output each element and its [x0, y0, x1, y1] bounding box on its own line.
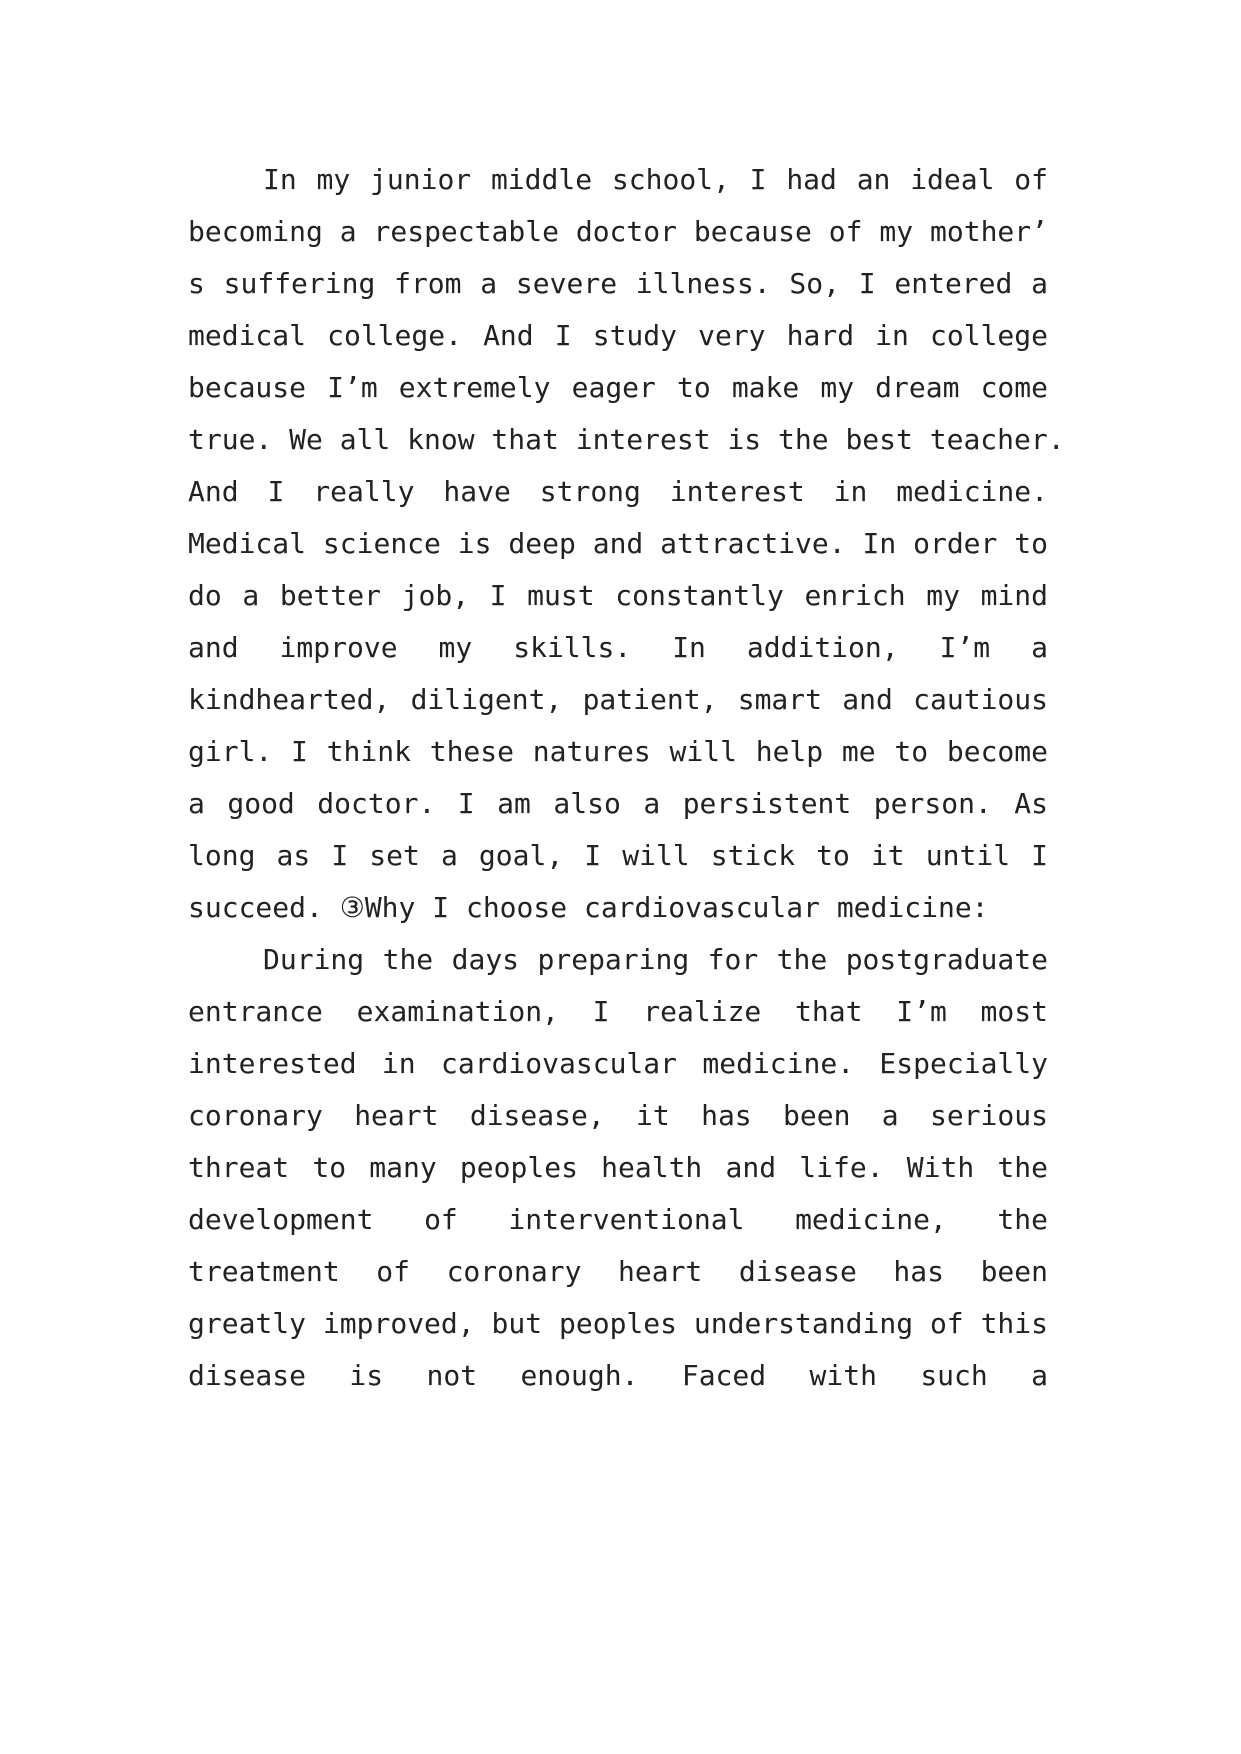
paragraph-1-line-3: s suffering from a severe illness. So, I entered a	[188, 267, 1048, 300]
paragraph-1-line-11: kindhearted, diligent, patient, smart and cautious	[188, 683, 1048, 716]
paragraph-2-line-5: threat to many peoples health and life. With the	[188, 1151, 1048, 1184]
paragraph-1-line-1: In my junior middle school, I had an ideal of	[263, 163, 1048, 196]
paragraph-1-line-8: Medical science is deep and attractive. In order to	[188, 527, 1048, 560]
paragraph-1-line-15: succeed. ③Why I choose cardiovascular medicine:	[188, 891, 989, 924]
paragraph-2-line-1: During the days preparing for the postgraduate	[263, 943, 1048, 976]
paragraph-1-line-10: and improve my skills. In addition, I’m a	[188, 631, 1048, 664]
paragraph-2-line-4: coronary heart disease, it has been a serious	[188, 1099, 1048, 1132]
paragraph-2-line-8: greatly improved, but peoples understanding of this	[188, 1307, 1048, 1340]
paragraph-1-line-2: becoming a respectable doctor because of my mother’	[188, 215, 1048, 248]
paragraph-2-line-7: treatment of coronary heart disease has been	[188, 1255, 1048, 1288]
paragraph-1-line-13: a good doctor. I am also a persistent person. As	[188, 787, 1048, 820]
paragraph-1-line-9: do a better job, I must constantly enrich my mind	[188, 579, 1048, 612]
paragraph-1-line-12: girl. I think these natures will help me to become	[188, 735, 1048, 768]
paragraph-1-line-5: because I’m extremely eager to make my dream come	[188, 371, 1048, 404]
paragraph-1-line-14: long as I set a goal, I will stick to it until I	[188, 839, 1048, 872]
paragraph-1-line-4: medical college. And I study very hard in college	[188, 319, 1048, 352]
paragraph-2-line-2: entrance examination, I realize that I’m most	[188, 995, 1048, 1028]
paragraph-2-line-9: disease is not enough. Faced with such a	[188, 1359, 1048, 1392]
paragraph-2-line-6: development of interventional medicine, the	[188, 1203, 1048, 1236]
paragraph-1-line-6: true. We all know that interest is the best teacher.	[188, 423, 1065, 456]
paragraph-2-line-3: interested in cardiovascular medicine. Especially	[188, 1047, 1048, 1080]
paragraph-1-line-7: And I really have strong interest in medicine.	[188, 475, 1048, 508]
